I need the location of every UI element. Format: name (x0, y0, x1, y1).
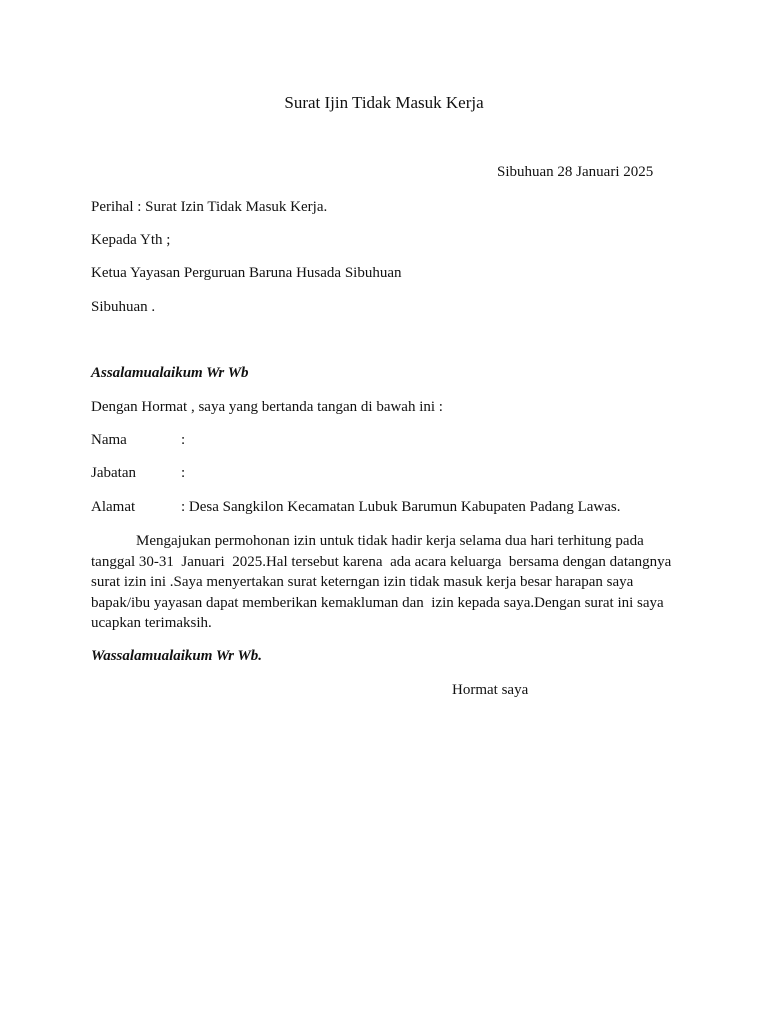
addressee-salutation: Kepada Yth ; (91, 232, 171, 248)
recipient-name: Ketua Yayasan Perguruan Baruna Husada Sibuhuan (91, 265, 402, 281)
body-line: tanggal 30-31 Januari 2025.Hal tersebut karena ada acara keluarga bersama dengan datangnya (91, 553, 672, 570)
body-paragraph (91, 531, 691, 634)
jabatan-label: Jabatan (91, 465, 136, 481)
opening-greeting: Assalamualaikum Wr Wb (91, 365, 249, 381)
place-date: Sibuhuan 28 Januari 2025 (497, 164, 654, 180)
jabatan-value: : (181, 465, 186, 481)
intro-sentence: Dengan Hormat , saya yang bertanda tangan di bawah ini : (91, 399, 443, 415)
subject-line: Perihal : Surat Izin Tidak Masuk Kerja. (91, 199, 328, 215)
body-line: bapak/ibu yayasan dapat memberikan kemakluman dan izin kepada saya.Dengan surat ini saya (91, 594, 664, 611)
alamat-value: : Desa Sangkilon Kecamatan Lubuk Barumun Kabupaten Padang Lawas. (181, 499, 621, 515)
body-line: Mengajukan permohonan izin untuk tidak hadir kerja selama dua hari terhitung pada (136, 533, 644, 549)
recipient-city: Sibuhuan . (91, 299, 156, 315)
alamat-label: Alamat (91, 499, 136, 515)
nama-label: Nama (91, 432, 127, 448)
nama-value: : (181, 432, 186, 448)
sign-off: Hormat saya (452, 682, 529, 698)
closing-greeting: Wassalamualaikum Wr Wb. (91, 648, 263, 664)
letter-title: Surat Ijin Tidak Masuk Kerja (284, 93, 484, 112)
body-line: surat izin ini .Saya menyertakan surat keterngan izin tidak masuk kerja besar harapan saya (91, 574, 634, 590)
body-line: ucapkan terimaksih. (91, 615, 212, 631)
